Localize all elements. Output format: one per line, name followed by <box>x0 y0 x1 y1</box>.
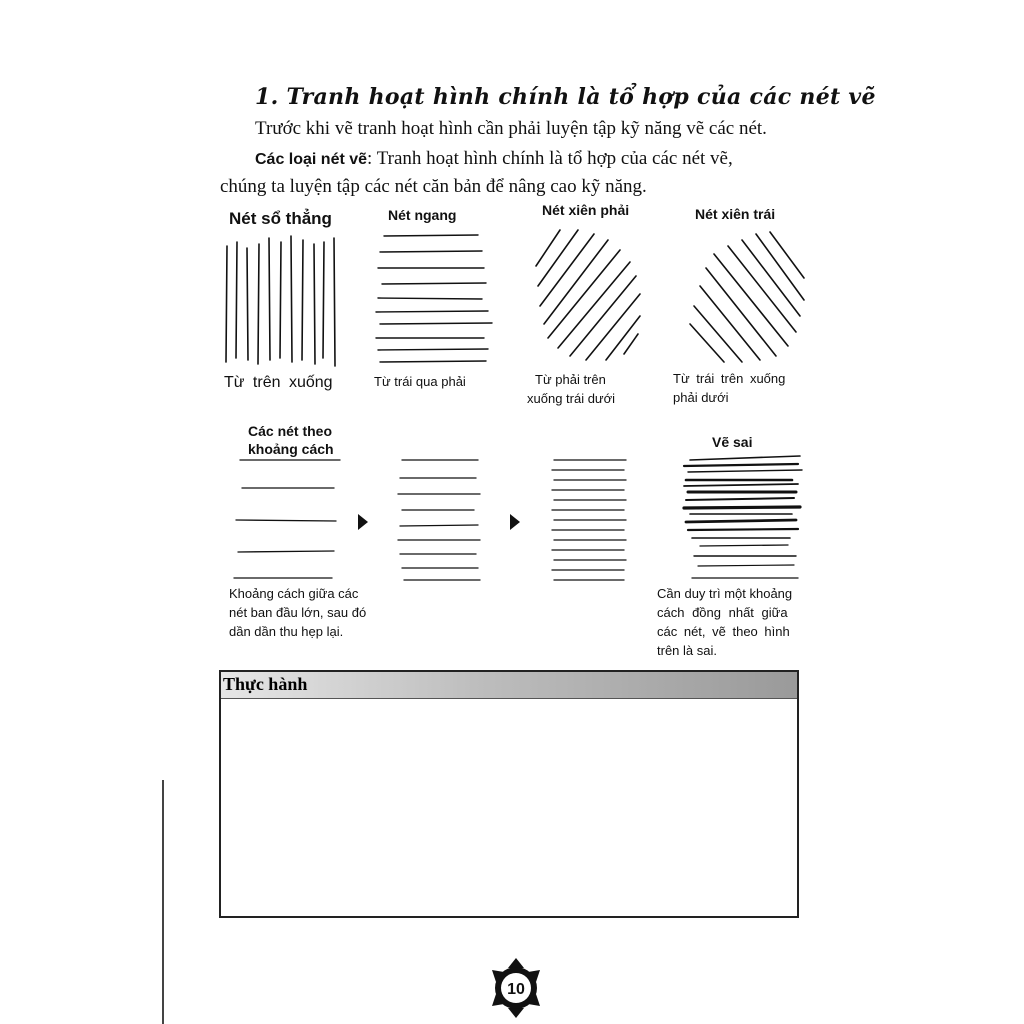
wrong-caption-line4: trên là sai. <box>657 643 717 658</box>
spacing-wide-illustration <box>228 452 344 582</box>
stroke-types-label: Các loại nét vẽ <box>255 151 368 168</box>
vertical-stroke-caption: Từ trên xuống <box>224 374 333 391</box>
spacing-medium-illustration <box>394 454 486 584</box>
vertical-stroke-title: Nét sổ thẳng <box>229 209 332 228</box>
spacing-caption-line2: nét ban đầu lớn, sau đó <box>229 605 367 620</box>
arrow-right-icon <box>356 512 370 532</box>
intro-paragraph: Trước khi vẽ tranh hoạt hình cần phải luyện tập kỹ năng vẽ các nét. <box>255 118 767 139</box>
left-diagonal-caption-line2: phải dưới <box>673 390 729 405</box>
wrong-title: Vẽ sai <box>712 434 753 450</box>
practice-title: Thực hành <box>223 674 308 694</box>
right-diagonal-strokes-illustration <box>524 224 648 364</box>
spacing-title-line1: Các nét theo <box>248 423 333 439</box>
practice-header <box>221 672 797 699</box>
left-diagonal-strokes-illustration <box>680 224 810 366</box>
stroke-types-paragraph <box>255 148 815 170</box>
spacing-narrow-illustration <box>548 454 630 584</box>
right-diagonal-caption-line1: Từ phải trên <box>535 372 606 387</box>
wrong-spacing-illustration <box>680 452 806 584</box>
page-margin-line <box>162 780 164 1024</box>
horizontal-stroke-caption: Từ trái qua phải <box>374 374 466 389</box>
practice-drawing-area[interactable] <box>219 670 799 918</box>
left-diagonal-caption-line1: Từ trái trên xuống <box>673 371 786 386</box>
wrong-caption-line2: cách đồng nhất giữa <box>657 605 788 620</box>
page-number-badge <box>488 958 544 1018</box>
stroke-types-text: : Tranh hoạt hình chính là tổ hợp của các nét vẽ, <box>367 148 733 169</box>
horizontal-strokes-illustration <box>370 228 496 368</box>
right-diagonal-stroke-title: Nét xiên phải <box>542 202 630 218</box>
wrong-caption-line3: các nét, vẽ theo hình <box>657 624 790 639</box>
section-heading: 1. Tranh hoạt hình chính là tổ hợp của các nét vẽ <box>255 84 876 110</box>
page-number: 10 <box>507 981 525 998</box>
wrong-caption-line1: Cần duy trì một khoảng <box>657 586 793 601</box>
arrow-right-icon <box>508 512 522 532</box>
right-diagonal-caption-line2: xuống trái dưới <box>527 391 616 406</box>
spacing-title-line2: khoảng cách <box>248 441 334 457</box>
stroke-types-paragraph-cont: chúng ta luyện tập các nét căn bản để nâng cao kỹ năng. <box>220 176 647 197</box>
horizontal-stroke-title: Nét ngang <box>388 207 457 223</box>
spacing-caption-line1: Khoảng cách giữa các <box>229 586 359 601</box>
vertical-strokes-illustration <box>218 232 348 368</box>
spacing-caption-line3: dần dần thu hẹp lại. <box>229 624 344 639</box>
left-diagonal-stroke-title: Nét xiên trái <box>695 206 776 222</box>
